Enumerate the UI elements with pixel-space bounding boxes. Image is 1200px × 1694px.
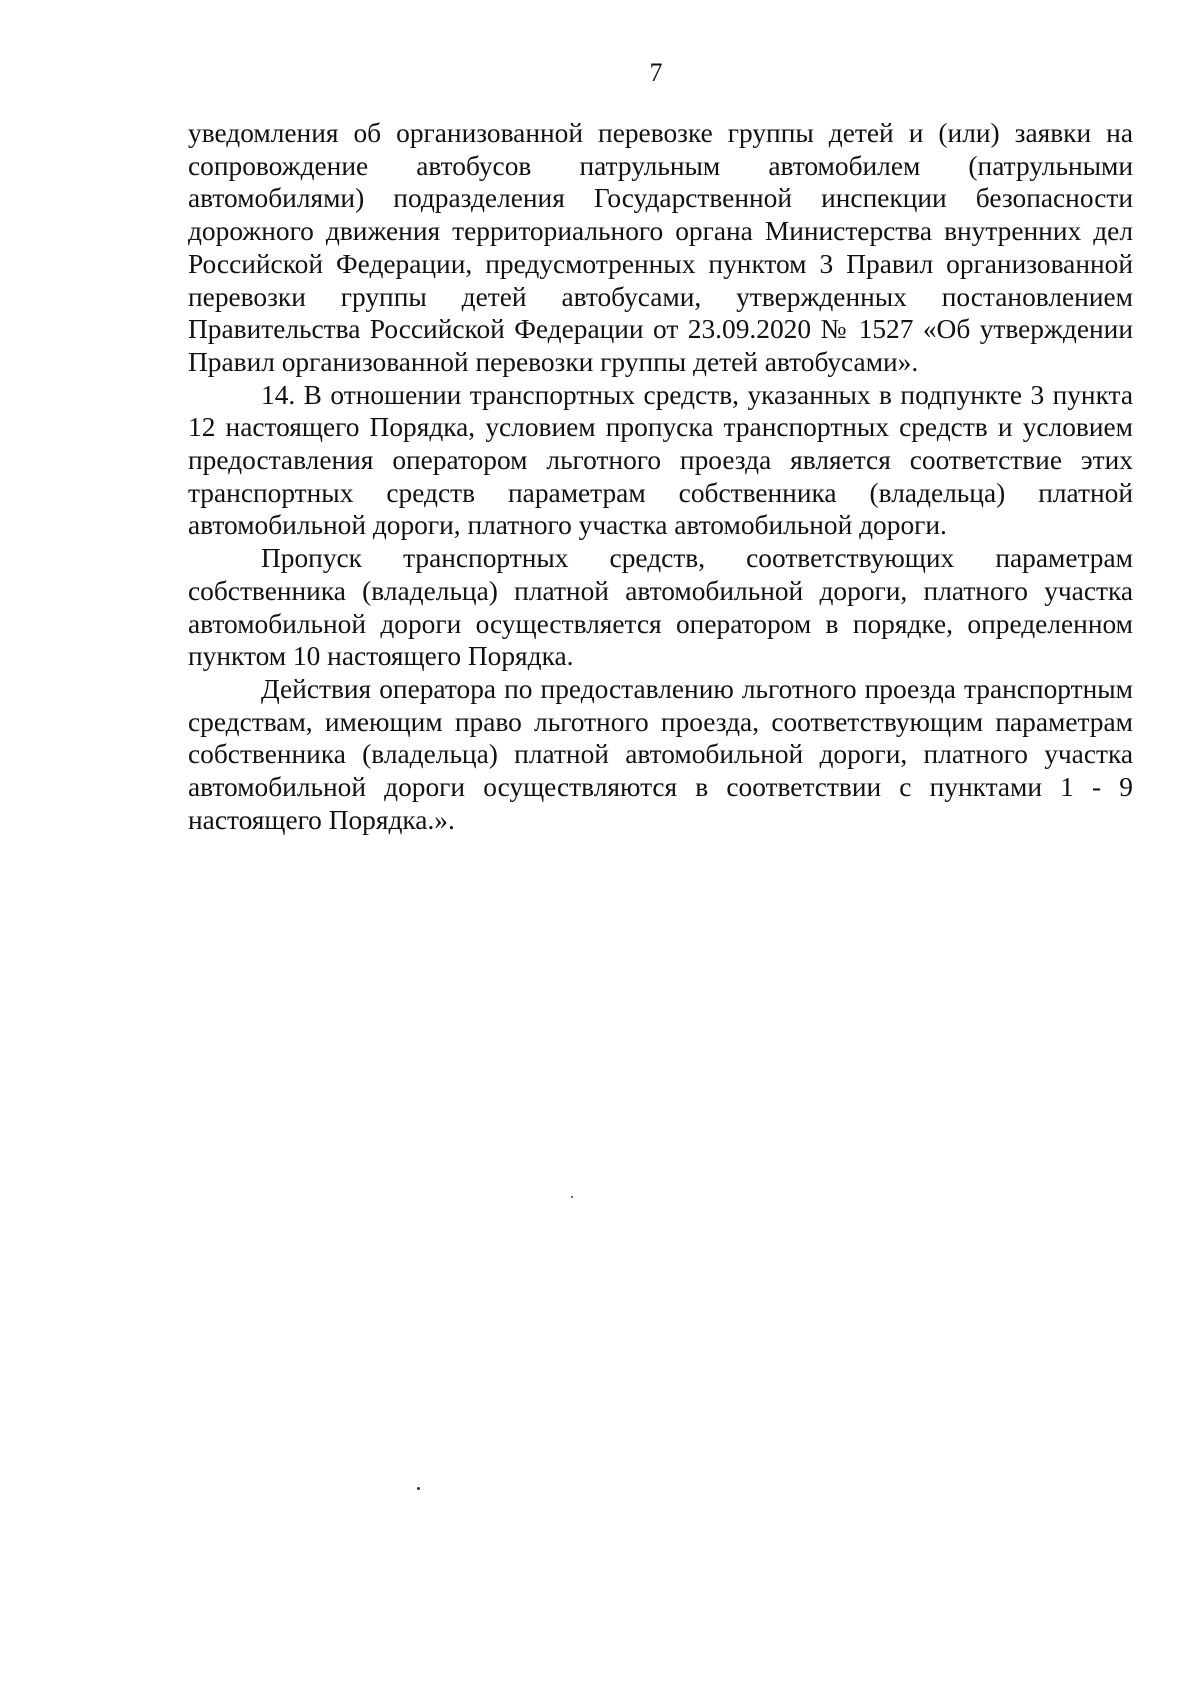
paragraph-continuation: уведомления об организованной перевозке группы детей и (или) заявки на сопровождение автобусов патрульным автомобилем (патрульными автомобилями) подразделения Государственной инспекции безопасности дорожного движения территориального органа Министерства внутренних дел Российской Федерации, предусмотренных пунктом 3 Правил организованной перевозки группы детей автобусами, утвержденных постановлением Правительства Российской Федерации от 23.09.2020 № 1527 «Об утверждении Правил организованной перевозки группы детей автобусами». [188,118,1133,377]
scan-speck [571,1196,573,1198]
paragraph-passage: Пропуск транспортных средств, соответствующих параметрам собственника (владельца) платной автомобильной дороги, платного участка автомобильной дороги осуществляется оператором в порядке, определенном пунктом 10 настоящего Порядка. [188,543,1133,672]
document-body [188,117,1133,836]
scan-speck [417,1487,420,1490]
page-number: 7 [649,58,663,87]
paragraph-operator-actions: Действия оператора по предоставлению льготного проезда транспортным средствам, имеющим право льготного проезда, соответствующим параметрам собственника (владельца) платной автомобильной дороги, платного участка автомобильной дороги осуществляются в соответствии с пунктами 1 - 9 настоящего Порядка.». [188,673,1133,835]
paragraph-item-14: 14. В отношении транспортных средств, указанных в подпункте 3 пункта 12 настоящего Порядка, условием пропуска транспортных средств и условием предоставления оператором льготного проезда является соответствие этих транспортных средств параметрам собственника (владельца) платной автомобильной дороги, платного участка автомобильной дороги. [188,379,1133,541]
